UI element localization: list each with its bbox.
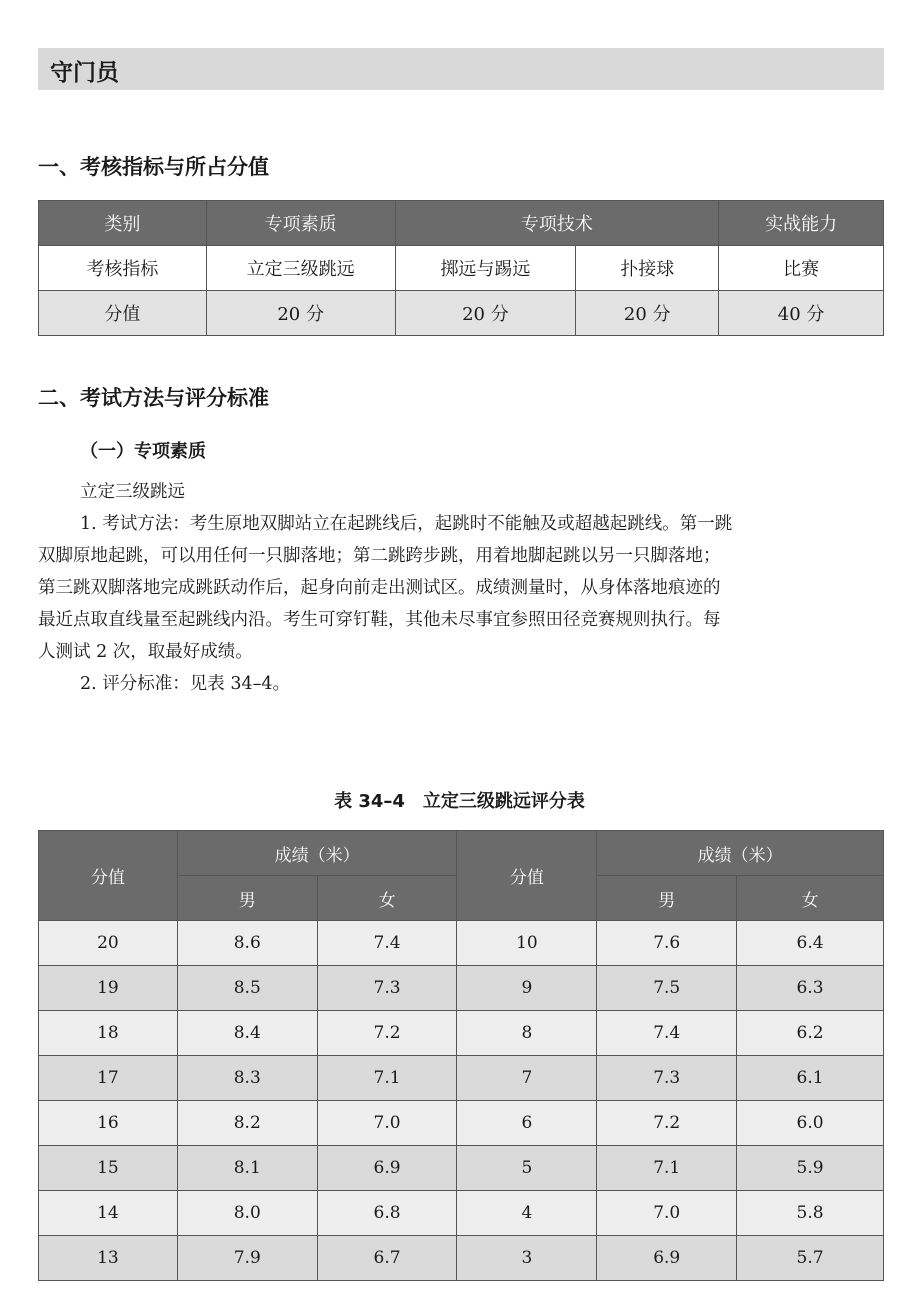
header-female: 女 xyxy=(737,876,884,921)
header-male: 男 xyxy=(597,876,737,921)
table-cell: 8.1 xyxy=(177,1146,317,1191)
table-cell: 14 xyxy=(39,1191,178,1236)
page-title: 守门员 xyxy=(50,59,119,86)
table-cell: 7.4 xyxy=(317,921,457,966)
table-cell: 6.9 xyxy=(597,1236,737,1281)
table-cell: 6.1 xyxy=(737,1056,884,1101)
header-combat-ability: 实战能力 xyxy=(719,201,884,246)
table-cell: 18 xyxy=(39,1011,178,1056)
table-cell: 8.2 xyxy=(177,1101,317,1146)
table-cell: 7.4 xyxy=(597,1011,737,1056)
table-cell: 掷远与踢远 xyxy=(395,246,576,291)
table-cell: 7.2 xyxy=(317,1011,457,1056)
table-row xyxy=(39,1146,884,1191)
table-cell: 6.0 xyxy=(737,1101,884,1146)
section-heading-1: 一、考核指标与所占分值 xyxy=(38,154,269,179)
table-cell: 15 xyxy=(39,1146,178,1191)
table-cell: 19 xyxy=(39,966,178,1011)
table-cell: 8.3 xyxy=(177,1056,317,1101)
table-cell: 7.9 xyxy=(177,1236,317,1281)
paragraph-line: 1. 考试方法：考生原地双脚站立在起跳线后，起跳时不能触及或超越起跳线。第一跳 xyxy=(80,514,733,534)
table-cell: 20 xyxy=(39,921,178,966)
table-cell: 9 xyxy=(457,966,597,1011)
table-cell: 7.5 xyxy=(597,966,737,1011)
table-cell: 7.0 xyxy=(597,1191,737,1236)
table-cell: 5.7 xyxy=(737,1236,884,1281)
table-row xyxy=(39,246,884,291)
row-label: 分值 xyxy=(39,291,207,336)
header-special-quality: 专项素质 xyxy=(206,201,395,246)
table-cell: 扑接球 xyxy=(576,246,719,291)
table-header-row xyxy=(39,831,884,876)
table-cell: 7 xyxy=(457,1056,597,1101)
table-cell: 7.1 xyxy=(597,1146,737,1191)
table-cell: 6.8 xyxy=(317,1191,457,1236)
scoring-standard-line: 2. 评分标准：见表 34–4。 xyxy=(80,674,290,694)
table-row xyxy=(39,921,884,966)
table-cell: 20 分 xyxy=(395,291,576,336)
table-cell: 16 xyxy=(39,1101,178,1146)
table-cell: 13 xyxy=(39,1236,178,1281)
header-result: 成绩（米） xyxy=(177,831,457,876)
table-cell: 20 分 xyxy=(576,291,719,336)
table-cell: 20 分 xyxy=(206,291,395,336)
table-cell: 5 xyxy=(457,1146,597,1191)
header-male: 男 xyxy=(177,876,317,921)
table-cell: 6.7 xyxy=(317,1236,457,1281)
table-cell: 6 xyxy=(457,1101,597,1146)
table-cell: 7.1 xyxy=(317,1056,457,1101)
header-category: 类别 xyxy=(39,201,207,246)
subsection-heading: （一）专项素质 xyxy=(80,441,206,462)
table-cell: 40 分 xyxy=(719,291,884,336)
table-cell: 10 xyxy=(457,921,597,966)
table-cell: 6.4 xyxy=(737,921,884,966)
paragraph-line: 最近点取直线量至起跳线内沿。考生可穿钉鞋，其他未尽事宜参照田径竞赛规则执行。每 xyxy=(38,610,721,630)
table-cell: 8.5 xyxy=(177,966,317,1011)
paragraph-line: 第三跳双脚落地完成跳跃动作后，起身向前走出测试区。成绩测量时，从身体落地痕迹的 xyxy=(38,578,721,598)
header-score: 分值 xyxy=(39,831,178,921)
table-cell: 5.8 xyxy=(737,1191,884,1236)
header-female: 女 xyxy=(317,876,457,921)
table-cell: 8.0 xyxy=(177,1191,317,1236)
table-row xyxy=(39,966,884,1011)
paragraph-line: 人测试 2 次，取最好成绩。 xyxy=(38,642,253,662)
table-cell: 17 xyxy=(39,1056,178,1101)
table-header-row xyxy=(39,201,884,246)
table-body xyxy=(39,921,884,1281)
table-cell: 3 xyxy=(457,1236,597,1281)
section-title-bar xyxy=(38,48,884,90)
header-special-skill: 专项技术 xyxy=(395,201,719,246)
section-heading-2: 二、考试方法与评分标准 xyxy=(38,385,269,410)
score-allocation-table xyxy=(38,200,884,336)
table-cell: 7.3 xyxy=(317,966,457,1011)
table-cell: 8.4 xyxy=(177,1011,317,1056)
table-caption: 表 34–4 立定三级跳远评分表 xyxy=(334,791,585,812)
table-cell: 4 xyxy=(457,1191,597,1236)
item-name: 立定三级跳远 xyxy=(80,482,185,502)
table-row xyxy=(39,291,884,336)
table-row xyxy=(39,1236,884,1281)
table-cell: 7.0 xyxy=(317,1101,457,1146)
table-cell: 7.2 xyxy=(597,1101,737,1146)
table-cell: 5.9 xyxy=(737,1146,884,1191)
table-cell: 8.6 xyxy=(177,921,317,966)
header-score: 分值 xyxy=(457,831,597,921)
paragraph-line: 双脚原地起跳，可以用任何一只脚落地；第二跳跨步跳，用着地脚起跳以另一只脚落地； xyxy=(38,546,721,566)
table-row xyxy=(39,1011,884,1056)
table-cell: 6.2 xyxy=(737,1011,884,1056)
table-cell: 7.6 xyxy=(597,921,737,966)
table-cell: 比赛 xyxy=(719,246,884,291)
table-cell: 6.9 xyxy=(317,1146,457,1191)
table-row xyxy=(39,1056,884,1101)
table-row xyxy=(39,1101,884,1146)
table-cell: 7.3 xyxy=(597,1056,737,1101)
triple-jump-score-table xyxy=(38,830,884,1281)
row-label: 考核指标 xyxy=(39,246,207,291)
table-cell: 6.3 xyxy=(737,966,884,1011)
table-cell: 立定三级跳远 xyxy=(206,246,395,291)
header-result: 成绩（米） xyxy=(597,831,884,876)
table-cell: 8 xyxy=(457,1011,597,1056)
table-row xyxy=(39,1191,884,1236)
